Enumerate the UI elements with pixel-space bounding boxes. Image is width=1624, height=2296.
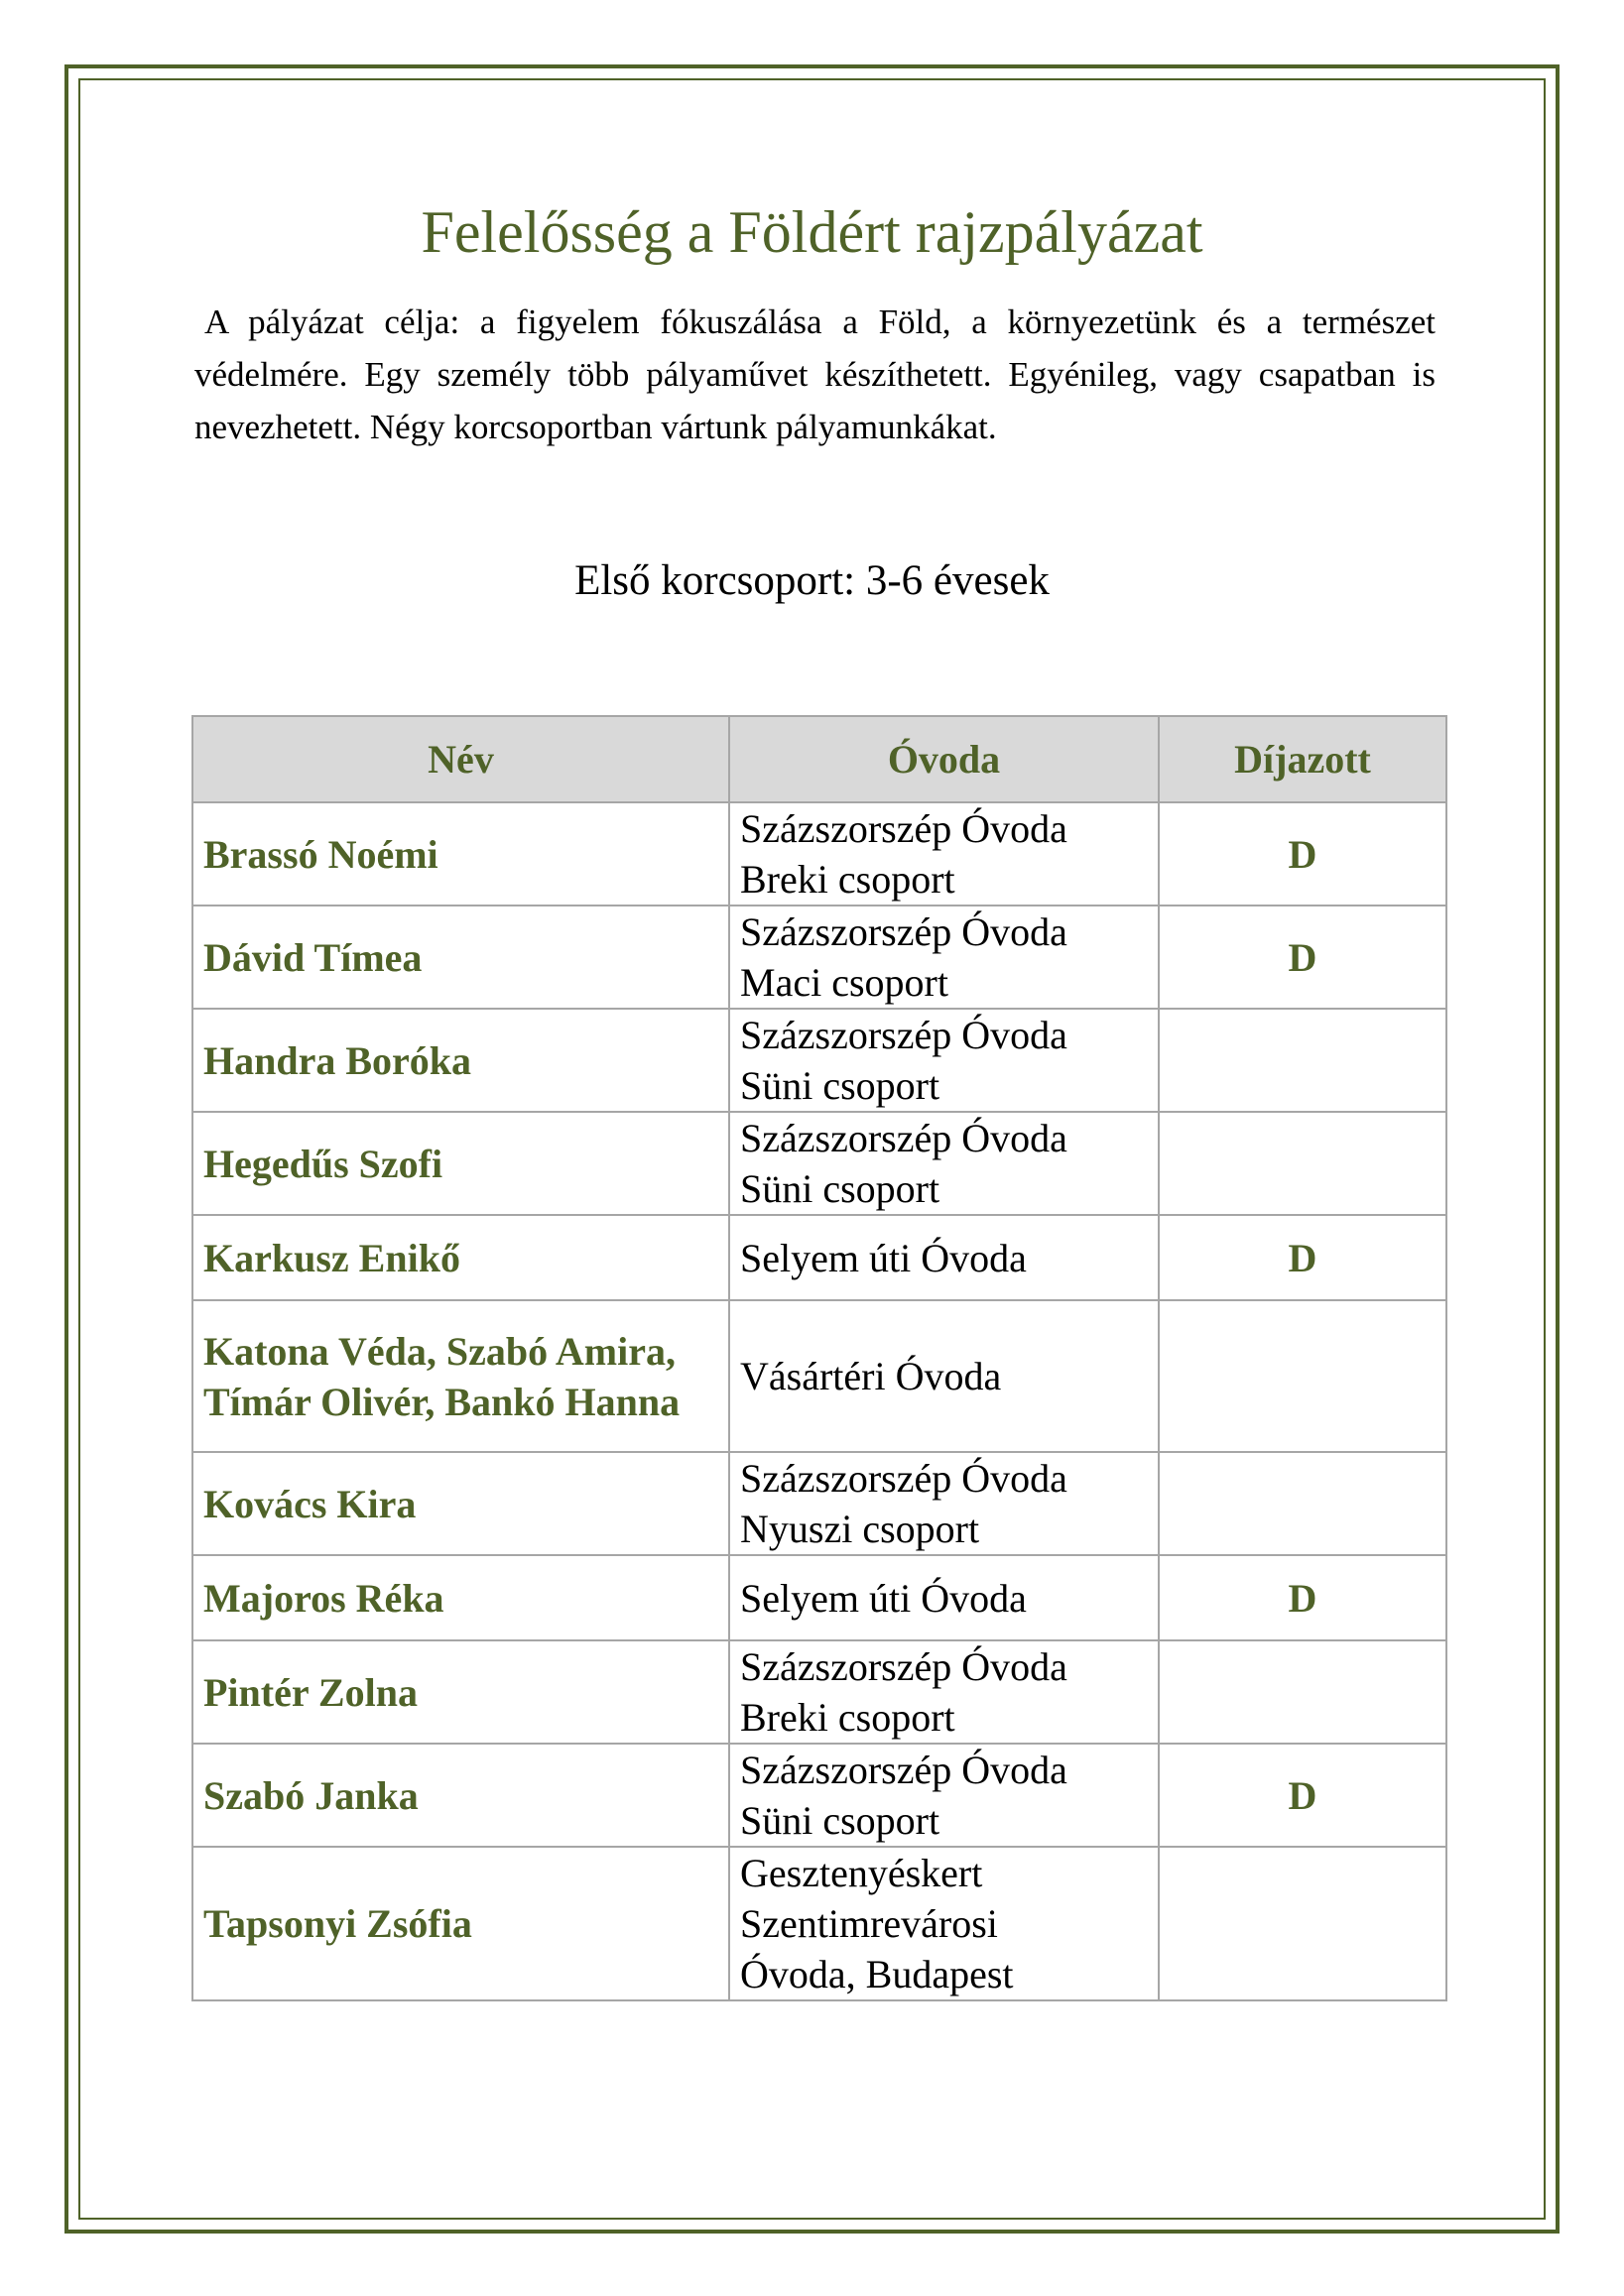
school-line: Selyem úti Óvoda (740, 1575, 1027, 1621)
table-row (192, 1640, 1446, 1744)
table-row (192, 1215, 1446, 1300)
school-line: Szentimrevárosi (740, 1901, 998, 1946)
page-title: Felelősség a Földért rajzpályázat (421, 199, 1203, 265)
table-body (192, 802, 1446, 2000)
cell-name: Dávid Tímea (192, 906, 729, 1009)
cell-name: Katona Véda, Szabó Amira, Tímár Olivér, Bankó Hanna (192, 1300, 729, 1452)
table-row (192, 802, 1446, 906)
cell-name: Majoros Réka (192, 1555, 729, 1640)
cell-prize (1159, 1112, 1446, 1215)
cell-prize (1159, 1847, 1446, 2000)
school-line: Százszorszép Óvoda (740, 1644, 1067, 1689)
school-line: Breki csoport (740, 1695, 955, 1740)
school-line: Süni csoport (740, 1063, 940, 1108)
school-line: Selyem úti Óvoda (740, 1235, 1027, 1280)
school-line: Százszorszép Óvoda (740, 1456, 1067, 1501)
cell-prize: D (1159, 906, 1446, 1009)
cell-name: Szabó Janka (192, 1744, 729, 1847)
school-line: Százszorszép Óvoda (740, 1116, 1067, 1160)
cell-school (729, 1847, 1159, 2000)
table-row (192, 1300, 1446, 1452)
header-school: Óvoda (729, 716, 1159, 802)
cell-prize (1159, 1300, 1446, 1452)
school-line: Süni csoport (740, 1798, 940, 1843)
cell-name: Karkusz Enikő (192, 1215, 729, 1300)
table-row (192, 1452, 1446, 1555)
cell-school (729, 1215, 1159, 1300)
cell-name: Brassó Noémi (192, 802, 729, 906)
table-row (192, 1009, 1446, 1112)
school-line: Százszorszép Óvoda (740, 1748, 1067, 1792)
table-row (192, 1744, 1446, 1847)
table-row (192, 906, 1446, 1009)
table-header-row (192, 716, 1446, 802)
table-row (192, 1112, 1446, 1215)
header-prize: Díjazott (1159, 716, 1446, 802)
header-name: Név (192, 716, 729, 802)
table-row (192, 1847, 1446, 2000)
cell-prize: D (1159, 1744, 1446, 1847)
results-table (191, 715, 1447, 2001)
cell-prize (1159, 1640, 1446, 1744)
cell-school (729, 1112, 1159, 1215)
cell-school (729, 802, 1159, 906)
school-line: Óvoda, Budapest (740, 1952, 1014, 1996)
cell-school (729, 1555, 1159, 1640)
intro-paragraph: A pályázat célja: a figyelem fókuszálása a Föld, a környezetünk és a természet védelmére. Egy személy több pályaművet készíthetett. Egyénileg, vagy csapatban is nevezhetett. Négy korcsoportban vártunk pályamunkákat. (194, 302, 1436, 446)
school-line: Maci csoport (740, 960, 948, 1005)
school-line: Breki csoport (740, 857, 955, 902)
cell-school (729, 1640, 1159, 1744)
age-group-heading: Első korcsoport: 3-6 évesek (574, 557, 1050, 604)
cell-name: Handra Boróka (192, 1009, 729, 1112)
cell-name: Hegedűs Szofi (192, 1112, 729, 1215)
school-line: Nyuszi csoport (740, 1507, 980, 1551)
cell-prize: D (1159, 802, 1446, 906)
cell-name: Pintér Zolna (192, 1640, 729, 1744)
cell-prize: D (1159, 1555, 1446, 1640)
cell-school (729, 1300, 1159, 1452)
school-line: Süni csoport (740, 1166, 940, 1211)
school-line: Gesztenyéskert (740, 1851, 983, 1895)
cell-school (729, 906, 1159, 1009)
cell-school (729, 1744, 1159, 1847)
cell-prize: D (1159, 1215, 1446, 1300)
cell-school (729, 1009, 1159, 1112)
school-line: Százszorszép Óvoda (740, 806, 1067, 851)
school-line: Vásártéri Óvoda (740, 1354, 1002, 1398)
cell-name: Kovács Kira (192, 1452, 729, 1555)
cell-prize (1159, 1009, 1446, 1112)
cell-school (729, 1452, 1159, 1555)
table-row (192, 1555, 1446, 1640)
school-line: Százszorszép Óvoda (740, 909, 1067, 954)
school-line: Százszorszép Óvoda (740, 1013, 1067, 1057)
cell-prize (1159, 1452, 1446, 1555)
cell-name: Tapsonyi Zsófia (192, 1847, 729, 2000)
